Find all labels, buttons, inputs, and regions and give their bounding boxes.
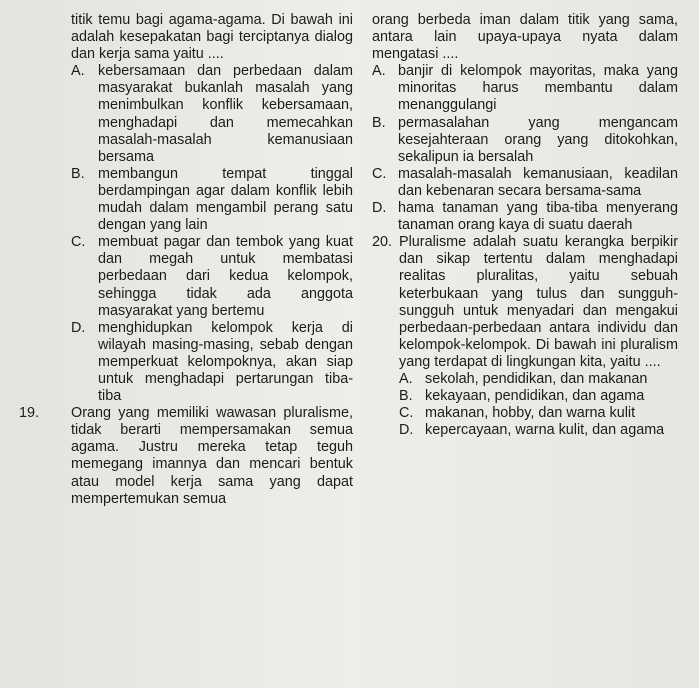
option-label: A. (399, 370, 413, 387)
option-text: membuat pagar dan tembok yang kuat dan megah untuk membatasi perbedaan dari kedua kelompok, sehingga tidak ada anggota masyarakat yang bertemu (98, 234, 353, 319)
question-text: Orang yang memiliki wawasan pluralisme, tidak berarti mempersamakan semua agama. Justru mereka tetap teguh memegang imannya dan mencari bentuk atau model kerja sama yang dapat mempertemukan semua (71, 405, 353, 507)
option-text: kepercayaan, warna kulit, dan agama (425, 422, 665, 439)
option-label: B. (71, 165, 85, 182)
q19-option-a (372, 63, 678, 114)
q18-option-d (71, 320, 353, 405)
q20-option-b (399, 388, 678, 405)
question-number: 19. (19, 405, 40, 422)
q20-option-d (399, 422, 678, 439)
q18-option-c (71, 234, 353, 319)
q19-option-b (372, 115, 678, 166)
q20-option-c (399, 405, 678, 422)
question-19 (19, 405, 353, 508)
option-label: D. (71, 319, 86, 336)
option-label: B. (372, 114, 386, 131)
question-19-continuation: orang berbeda iman dalam titik yang sama, antara lain upaya-upaya nyata dalam mengatasi .... (372, 12, 678, 63)
option-text: kekayaan, pendidikan, dan agama (425, 388, 645, 405)
q18-option-b (71, 166, 353, 234)
option-text: membangun tempat tinggal berdampingan agar dalam konflik lebih mudah dalam mengambil perang satu dengan yang lain (98, 165, 353, 234)
q19-option-c (372, 166, 678, 200)
q20-option-a (399, 371, 678, 388)
option-label: A. (71, 63, 85, 80)
option-text: permasalahan yang mengancam kesejahteraan orang yang ditokohkan, sekalipun ia bersalah (398, 114, 678, 165)
option-text: makanan, hobby, dan warna kulit (425, 405, 636, 422)
question-number: 20. (372, 234, 393, 251)
left-column (19, 12, 353, 508)
option-label: D. (372, 200, 387, 217)
option-text: masalah-masalah kemanusiaan, keadilan dan kebenaran secara bersama-sama (398, 165, 678, 199)
option-text: kebersamaan dan perbedaan dalam masyarakat bukanlah masalah yang menimbulkan konflik kebersamaan, menghadapi dan memecahkan masalah-masalah kemanusiaan bersama (98, 63, 353, 165)
q19-option-d (372, 200, 678, 234)
option-label: D. (399, 422, 414, 439)
option-label: C. (372, 165, 387, 182)
option-label: C. (71, 234, 86, 251)
question-20 (372, 234, 678, 371)
option-label: A. (372, 63, 386, 80)
option-text: hama tanaman yang tiba-tiba menyerang tanaman orang kaya di suatu daerah (398, 200, 678, 234)
option-label: C. (399, 405, 414, 422)
question-text: Pluralisme adalah suatu kerangka berpikir dan sikap tertentu dalam menghadapi realitas pluralitas, yaitu sebuah keterbukaan yang tulus dan sungguh-sungguh untuk menyadari dan mengakui perbedaan-perbedaan antara individu dan kelompok-kelompok. Di bawah ini pluralism yang terdapat di lingkungan kita, yaitu .... (399, 234, 678, 370)
option-text: banjir di kelompok mayoritas, maka yang minoritas harus membantu dalam menanggulangi (398, 63, 678, 114)
right-column (372, 12, 678, 439)
option-label: B. (399, 388, 413, 405)
option-text: menghidupkan kelompok kerja di wilayah masing-masing, sebab dengan memperkuat kelompoknya, akan siap untuk menghadapi pertarungan tiba-tiba (98, 319, 353, 405)
q18-option-a (71, 63, 353, 166)
option-text: sekolah, pendidikan, dan makanan (425, 370, 648, 387)
question-18-continuation: titik temu bagi agama-agama. Di bawah ini adalah kesepakatan bagi terciptanya dialog dan kerja sama yaitu .... (71, 12, 353, 63)
q20-options (372, 371, 678, 439)
